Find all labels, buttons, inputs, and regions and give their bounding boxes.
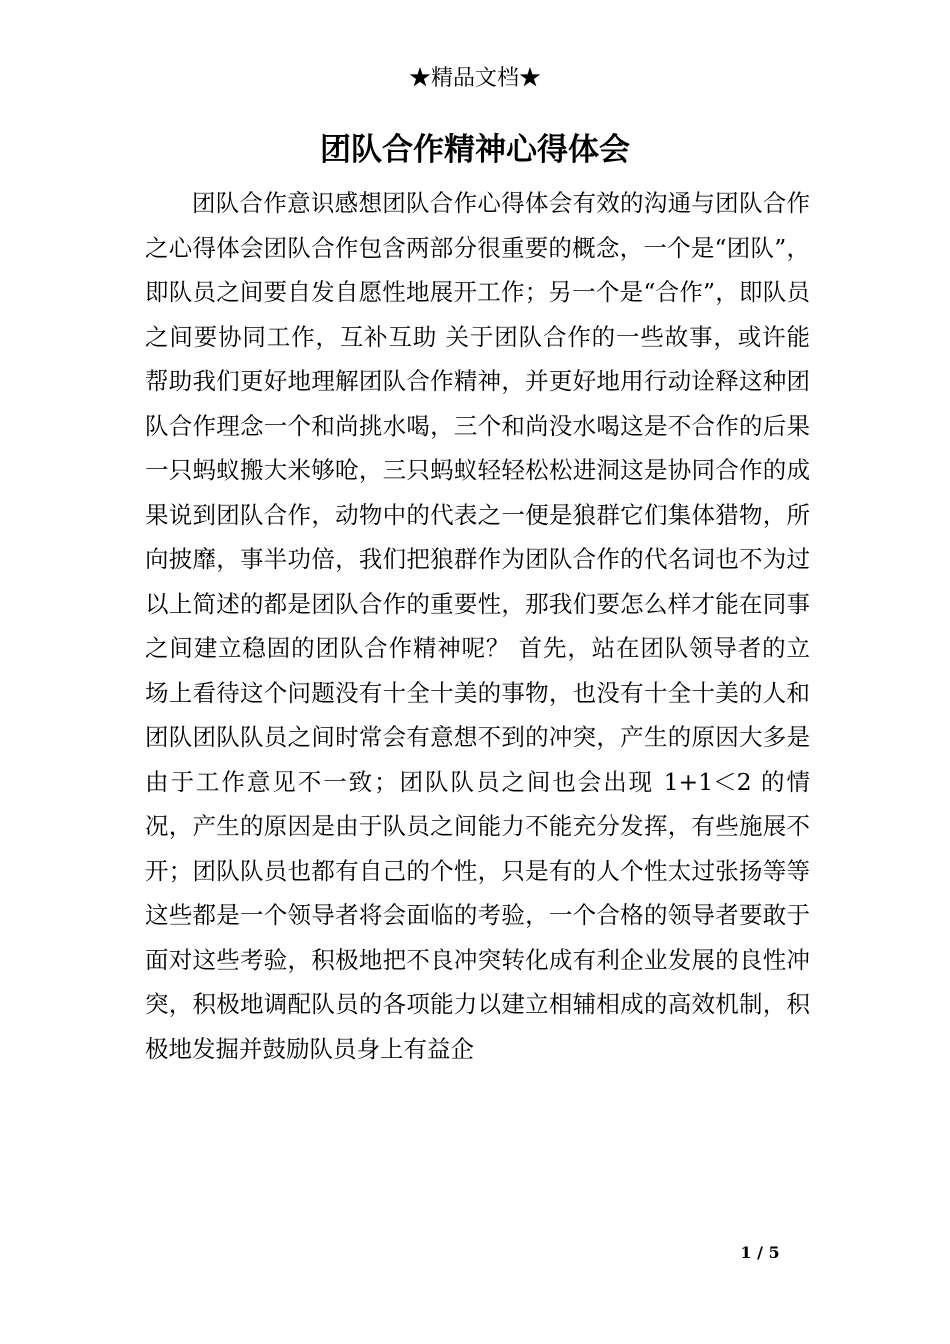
page-number: 1 / 5 [740, 1243, 780, 1262]
document-title: 团队合作精神心得体会 [320, 132, 630, 168]
document-header: ★精品文档★ [408, 66, 541, 91]
body-paragraph: 团队合作意识感想团队合作心得体会有效的沟通与团队合作之心得体会团队合作包含两部分很重要的概念，一个是“团队”，即队员之间要自发自愿性地展开工作；另一个是“合作”，即队员之间要协同工作，互补互助 关于团队合作的一些故事，或许能帮助我们更好地理解团队合作精神，并更好地用行动诠释这种团队合作理念一个和尚挑水喝，三个和尚没水喝这是不合作的后果一只蚂蚁搬大米够呛，三只蚂蚁轻轻松松进洞这是协同合作的成果说到团队合作，动物中的代表之一便是狼群它们集体猎物，所向披靡，事半功倍，我们把狼群作为团队合作的代名词也不为过以上简述的都是团队合作的重要性，那我们要怎么样才能在同事之间建立稳固的团队合作精神呢？ 首先，站在团队领导者的立场上看待这个问题没有十全十美的事物，也没有十全十美的人和团队团队队员之间时常会有意想不到的冲突，产生的原因大多是由于工作意见不一致；团队队员之间也会出现 1+1＜2 的情况，产生的原因是由于队员之间能力不能充分发挥，有些施展不开；团队队员也都有自己的个性，只是有的人个性太过张扬等等这些都是一个领导者将会面临的考验，一个合格的领导者要敢于面对这些考验，积极地把不良冲突转化成有利企业发展的良性冲突，积极地调配队员的各项能力以建立相辅相成的高效机制，积极地发掘并鼓励队员身上有益企 [145, 189, 810, 1063]
